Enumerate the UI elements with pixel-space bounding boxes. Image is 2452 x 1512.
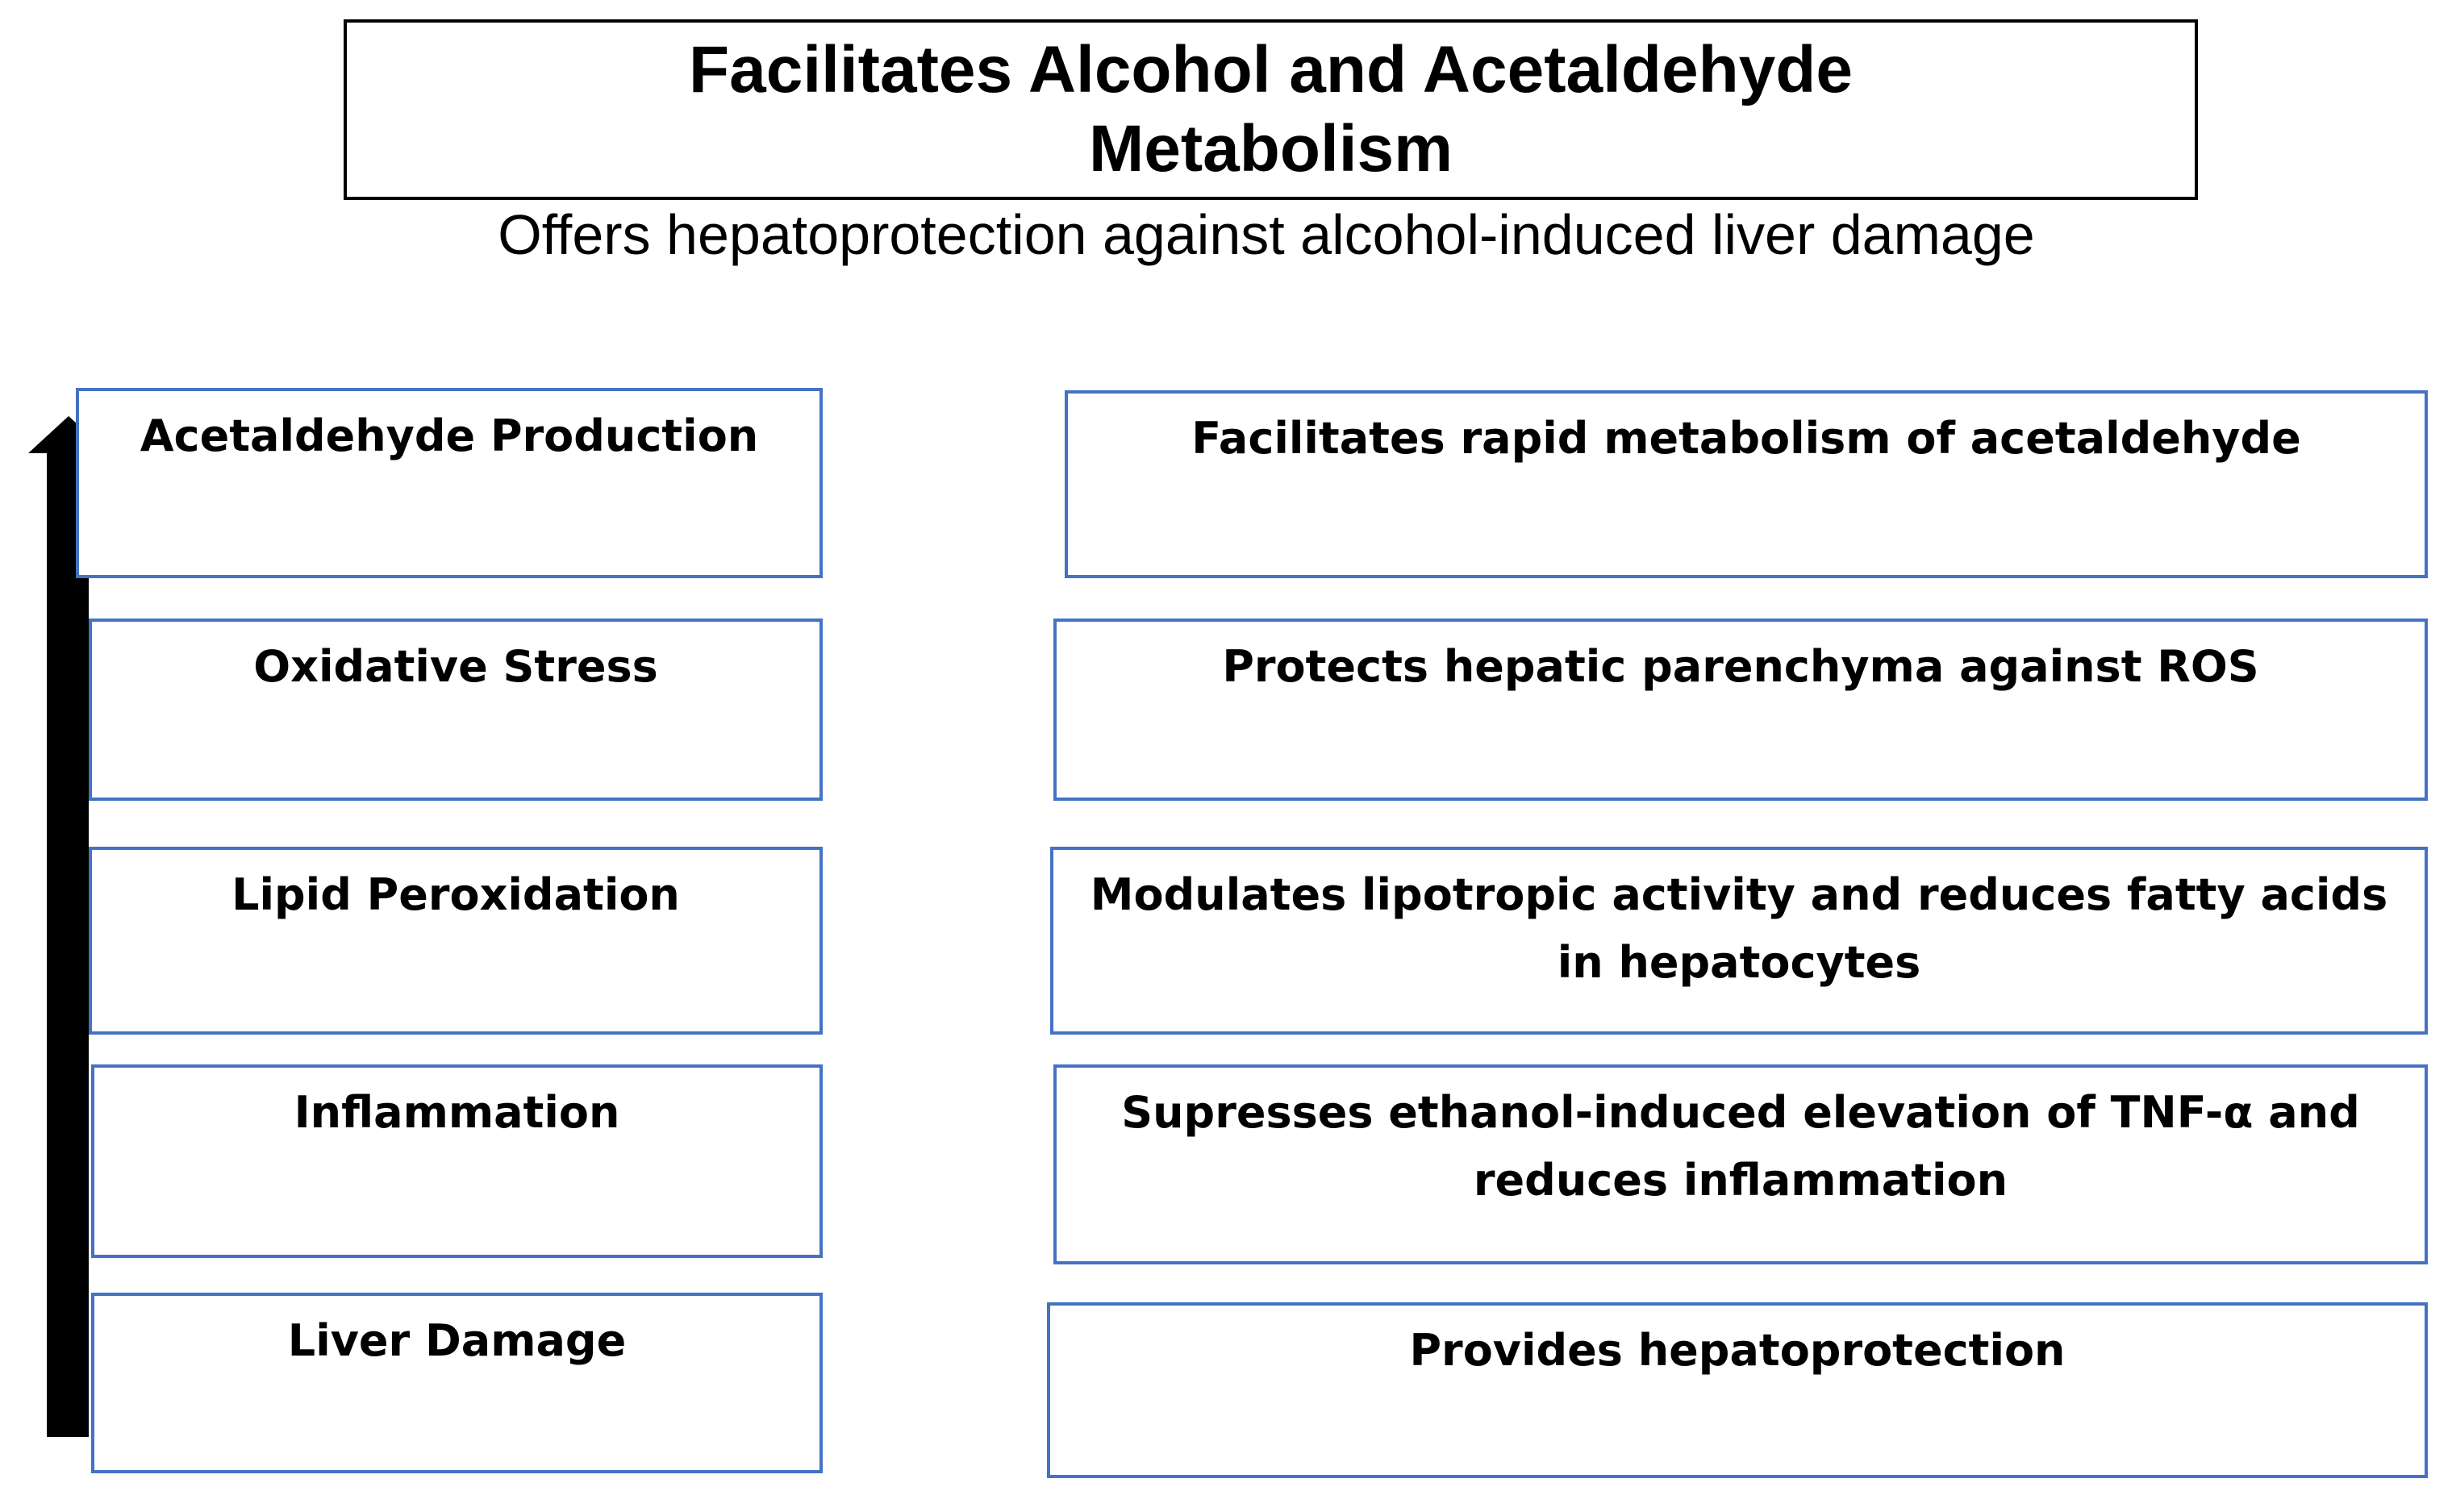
- left-box-label: Inflammation: [294, 1087, 620, 1138]
- left-box-label: Lipid Peroxidation: [231, 869, 680, 920]
- left-box-acetaldehyde-production: [76, 388, 823, 578]
- right-box-label: Protects hepatic parenchyma against ROS: [1222, 641, 2259, 692]
- left-box-label: Liver Damage: [287, 1315, 627, 1366]
- right-box-tnf-alpha: [1053, 1064, 2428, 1264]
- right-box-label: Provides hepatoprotection: [1409, 1325, 2066, 1376]
- right-box-label: Modulates lipotropic activity and reduces fatty acids in hepatocytes: [1090, 869, 2388, 988]
- right-box-hepatoprotection: [1047, 1302, 2428, 1478]
- diagram-title: Facilitates Alcohol and Acetaldehyde Metabolism: [689, 33, 1853, 185]
- right-box-acetaldehyde-metabolism: [1065, 390, 2428, 578]
- left-box-label: Oxidative Stress: [253, 641, 658, 692]
- right-box-ros-protection: [1053, 619, 2428, 801]
- right-box-label: Supresses ethanol-induced elevation of TNF-α and reduces inflammation: [1121, 1087, 2360, 1206]
- right-box-lipotropic-activity: [1050, 847, 2428, 1035]
- left-box-oxidative-stress: [89, 619, 823, 801]
- left-box-label: Acetaldehyde Production: [140, 410, 759, 461]
- right-box-label: Facilitates rapid metabolism of acetaldehyde: [1191, 413, 2301, 464]
- title-box: [344, 19, 2198, 200]
- left-box-lipid-peroxidation: [89, 847, 823, 1035]
- left-box-inflammation: [91, 1064, 823, 1258]
- left-box-liver-damage: [91, 1293, 823, 1473]
- diagram-subtitle: Offers hepatoprotection against alcohol-induced liver damage: [498, 203, 2035, 266]
